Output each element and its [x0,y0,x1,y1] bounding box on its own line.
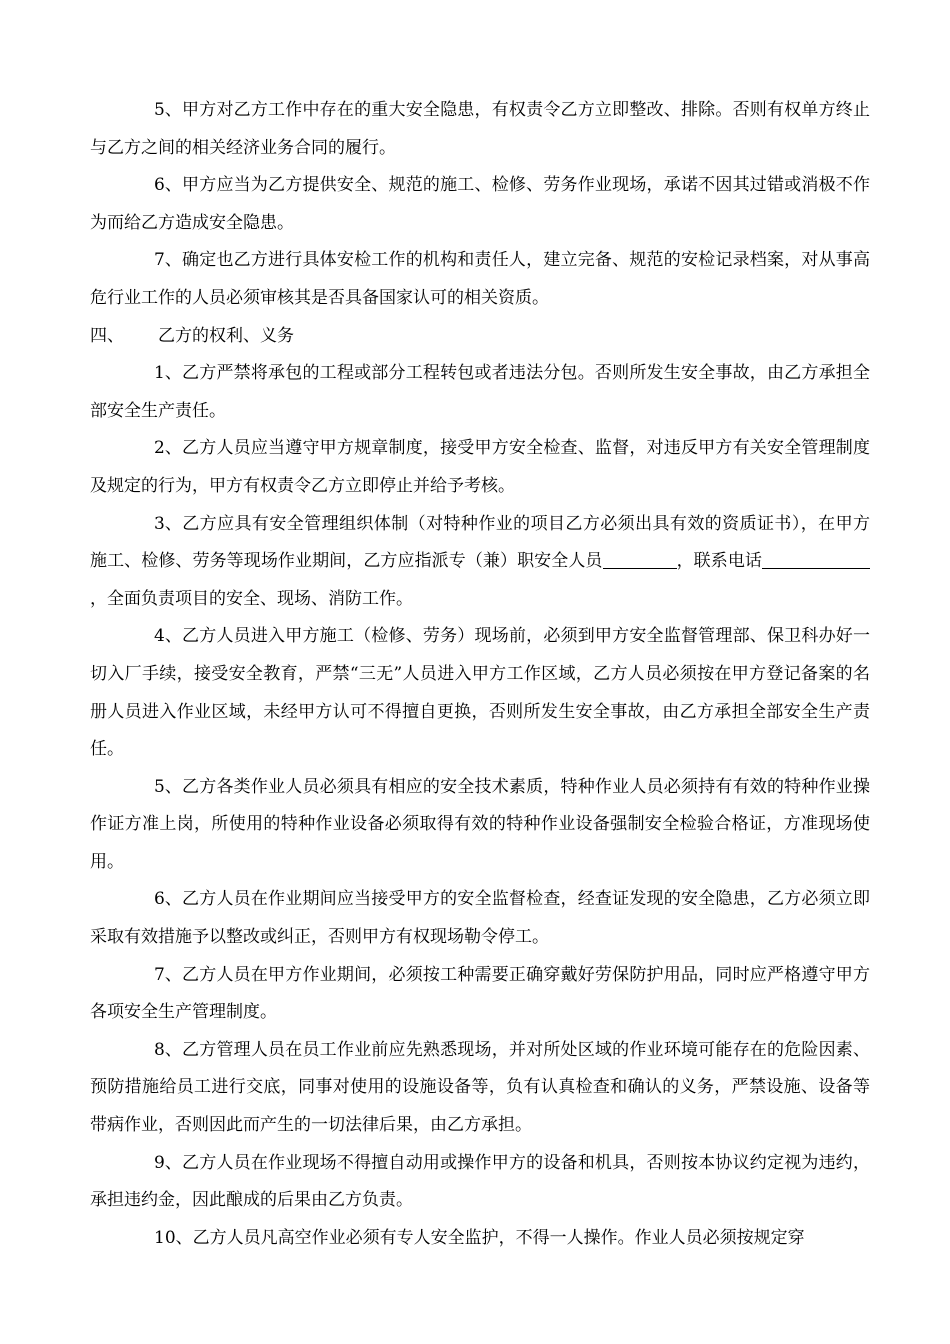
clause-b10 [90,1220,870,1258]
clause-b6 [90,881,870,956]
clause-text: 乙方管理人员在员工作业前应先熟悉现场，并对所处区域的作业环境可能存在的危险因素、预防措施给员工进行交底，同事对使用的设施设备等，负有认真检查和确认的义务，严禁设施、设备等带病作业，否则因此而产生的一切法律后果，由乙方承担。 [90,1039,870,1136]
clause-text-part-3: ，全面负责项目的安全、现场、消防工作。 [90,588,413,609]
clause-text: 乙方人员进入甲方施工（检修、劳务）现场前，必须到甲方安全监督管理部、保卫科办好一切入厂手续，接受安全教育，严禁“三无”人员进入甲方工作区域，乙方人员必须按在甲方登记备案的名册人员进入作业区域，未经甲方认可不得擅自更换，否则所发生安全事故，由乙方承担全部安全生产责任。 [90,626,870,760]
clause-b4 [90,618,870,768]
clause-text: 乙方人员在甲方作业期间，必须按工种需要正确穿戴好劳保防护用品，同时应严格遵守甲方各项安全生产管理制度。 [90,964,870,1023]
clause-number: 6、 [154,175,182,196]
clause-b2 [90,430,870,505]
clause-text: 乙方人员应当遵守甲方规章制度，接受甲方安全检查、监督，对违反甲方有关安全管理制度及规定的行为，甲方有权责令乙方立即停止并给予考核。 [90,438,870,496]
clause-a6 [90,167,870,242]
clause-text: 乙方严禁将承包的工程或部分工程转包或者违法分包。否则所发生安全事故，由乙方承担全部安全生产责任。 [90,363,870,421]
clause-number: 2、 [154,438,182,459]
clause-number: 4、 [154,626,182,647]
clause-b8 [90,1032,870,1145]
clause-number: 5、 [154,100,182,120]
clause-text: 乙方人员在作业期间应当接受甲方的安全监督检查，经查证发现的安全隐患，乙方必须立即采取有效措施予以整改或纠正，否则甲方有权现场勒令停工。 [90,889,870,948]
clause-text: 乙方人员凡高空作业必须有专人安全监护，不得一人操作。作业人员必须按规定穿 [192,1227,805,1248]
clause-b1 [90,355,870,430]
clause-b7 [90,957,870,1032]
clause-number: 7、 [154,250,182,271]
clause-b5 [90,769,870,882]
clause-number: 8、 [154,1039,182,1060]
clause-text: 乙方各类作业人员必须具有相应的安全技术素质，特种作业人员必须持有有效的特种作业操作证方准上岗，所使用的特种作业设备必须取得有效的特种作业设备强制安全检验合格证，方准现场使用。 [90,776,870,872]
clause-a7 [90,242,870,317]
document-page [90,92,870,1257]
section-heading-4 [90,318,870,356]
phone-number-blank[interactable] [762,548,870,569]
section-number: 四、 [90,325,124,346]
clause-number: 9、 [154,1152,182,1173]
section-title: 乙方的权利、义务 [158,325,294,346]
clause-text: 甲方应当为乙方提供安全、规范的施工、检修、劳务作业现场，承诺不因其过错或消极不作为而给乙方造成安全隐患。 [90,175,870,233]
clause-text-part-1: 乙方应具有安全管理组织体制（对特种作业的项目乙方必须出具有效的资质证书），在甲方施工、检修、劳务等现场作业期间，乙方应指派专（兼）职安全人员 [90,513,870,572]
clause-number: 6、 [154,889,182,910]
clause-b9 [90,1145,870,1220]
clause-text: 确定也乙方进行具体安检工作的机构和责任人，建立完备、规范的安检记录档案，对从事高危行业工作的人员必须审核其是否具备国家认可的相关资质。 [90,250,870,308]
clause-number: 5、 [154,776,182,797]
clause-a5 [90,92,870,167]
clause-text: 乙方人员在作业现场不得擅自动用或操作甲方的设备和机具，否则按本协议约定视为违约，承担违约金，因此酿成的后果由乙方负责。 [90,1152,870,1211]
clause-number: 1、 [154,363,182,384]
clause-b3 [90,506,870,619]
clause-number: 10、 [154,1227,193,1248]
safety-officer-blank[interactable] [603,548,677,569]
clause-number: 3、 [154,513,182,534]
clause-text: 甲方对乙方工作中存在的重大安全隐患，有权责令乙方立即整改、排除。否则有权单方终止与乙方之间的相关经济业务合同的履行。 [90,100,870,158]
clause-text-part-2: ，联系电话 [676,551,762,572]
clause-number: 7、 [154,964,182,985]
